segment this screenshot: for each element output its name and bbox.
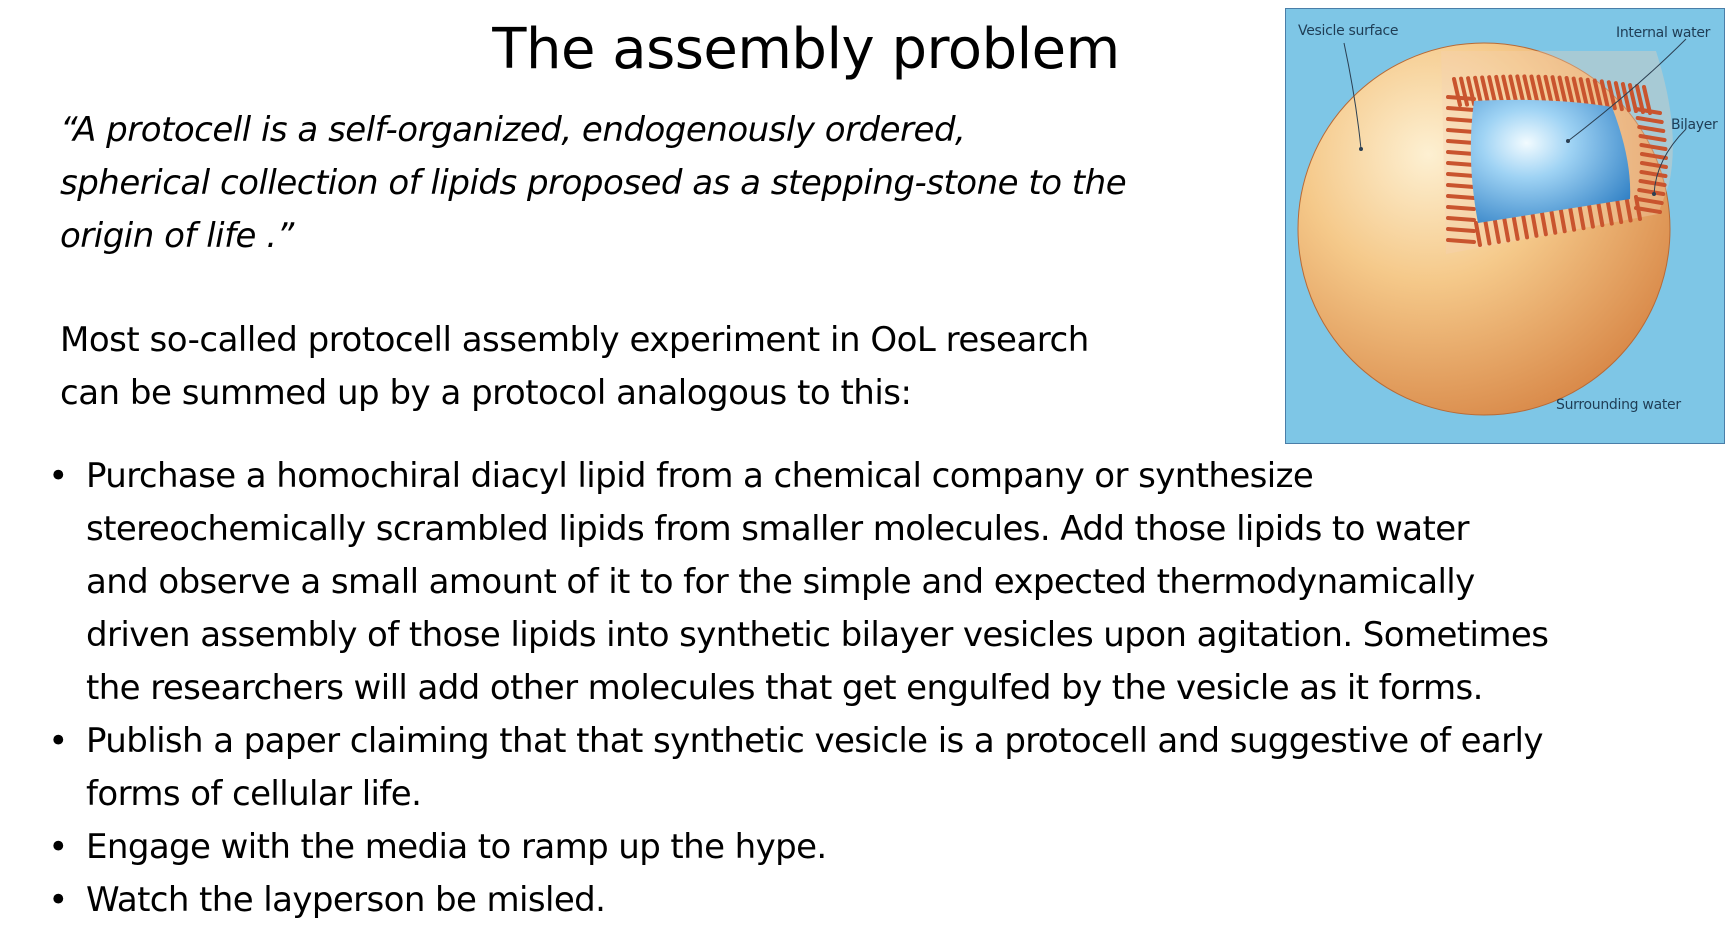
bullet-icon: • [48,880,68,920]
lipid-molecule [1448,141,1474,143]
lipid-molecule [1448,130,1474,132]
lipid-molecule [1448,240,1474,242]
bullet-item [44,450,1724,715]
bullet-line: Purchase a homochiral diacyl lipid from a chemical company or synthesize [86,456,1314,496]
bullet-line: Watch the layperson be misled. [86,880,606,920]
label-vesicle-surface: Vesicle surface [1298,23,1399,39]
bullet-line: stereochemically scrambled lipids from smaller molecules. Add those lipids to water [86,509,1469,549]
lipid-molecule [1448,97,1474,99]
label-bilayer: Bilayer [1671,117,1718,133]
leader-dot [1652,192,1656,196]
label-internal-water: Internal water [1616,25,1711,41]
quote-line: spherical collection of lipids proposed as a stepping-stone to the [60,163,1127,203]
lipid-molecule [1448,152,1474,154]
bullet-icon: • [48,456,68,496]
bullet-item [44,874,1724,927]
bullet-line: and observe a small amount of it to for the simple and expected thermodynamically [86,562,1475,602]
intro-paragraph [60,314,1240,420]
bullet-item [44,715,1724,821]
lipid-molecule [1448,185,1474,187]
quote-line: origin of life .” [60,216,294,256]
bullet-line: driven assembly of those lipids into synthetic bilayer vesicles upon agitation. Sometimes [86,615,1549,655]
bullet-icon: • [48,721,68,761]
bullet-icon: • [48,827,68,867]
leader-dot [1566,139,1570,143]
lipid-molecule [1448,108,1474,110]
lipid-molecule [1448,229,1474,231]
bullet-line: the researchers will add other molecules that get engulfed by the vesicle as it forms. [86,668,1483,708]
lipid-molecule [1448,207,1474,209]
intro-line: Most so-called protocell assembly experiment in OoL research [60,320,1089,360]
vesicle-illustration [1286,9,1724,443]
lipid-molecule [1448,218,1474,220]
vesicle-diagram [1285,8,1725,444]
intro-line: can be summed up by a protocol analogous to this: [60,373,912,413]
bullet-line: Publish a paper claiming that that synthetic vesicle is a protocell and suggestive of early [86,721,1543,761]
lipid-molecule [1448,119,1474,121]
bullet-line: Engage with the media to ramp up the hype. [86,827,827,867]
bullet-item [44,821,1724,874]
slide-title: The assembly problem [492,17,1120,82]
bullet-line: forms of cellular life. [86,774,422,814]
label-surrounding-water: Surrounding water [1556,397,1681,413]
lipid-molecule [1448,196,1474,198]
quote-line: “A protocell is a self-organized, endogenously ordered, [60,110,966,150]
lipid-molecule [1448,174,1474,176]
leader-dot [1359,147,1363,151]
protocell-quote [60,104,1240,263]
protocol-bullet-list [44,450,1724,927]
lipid-molecule [1448,163,1474,165]
